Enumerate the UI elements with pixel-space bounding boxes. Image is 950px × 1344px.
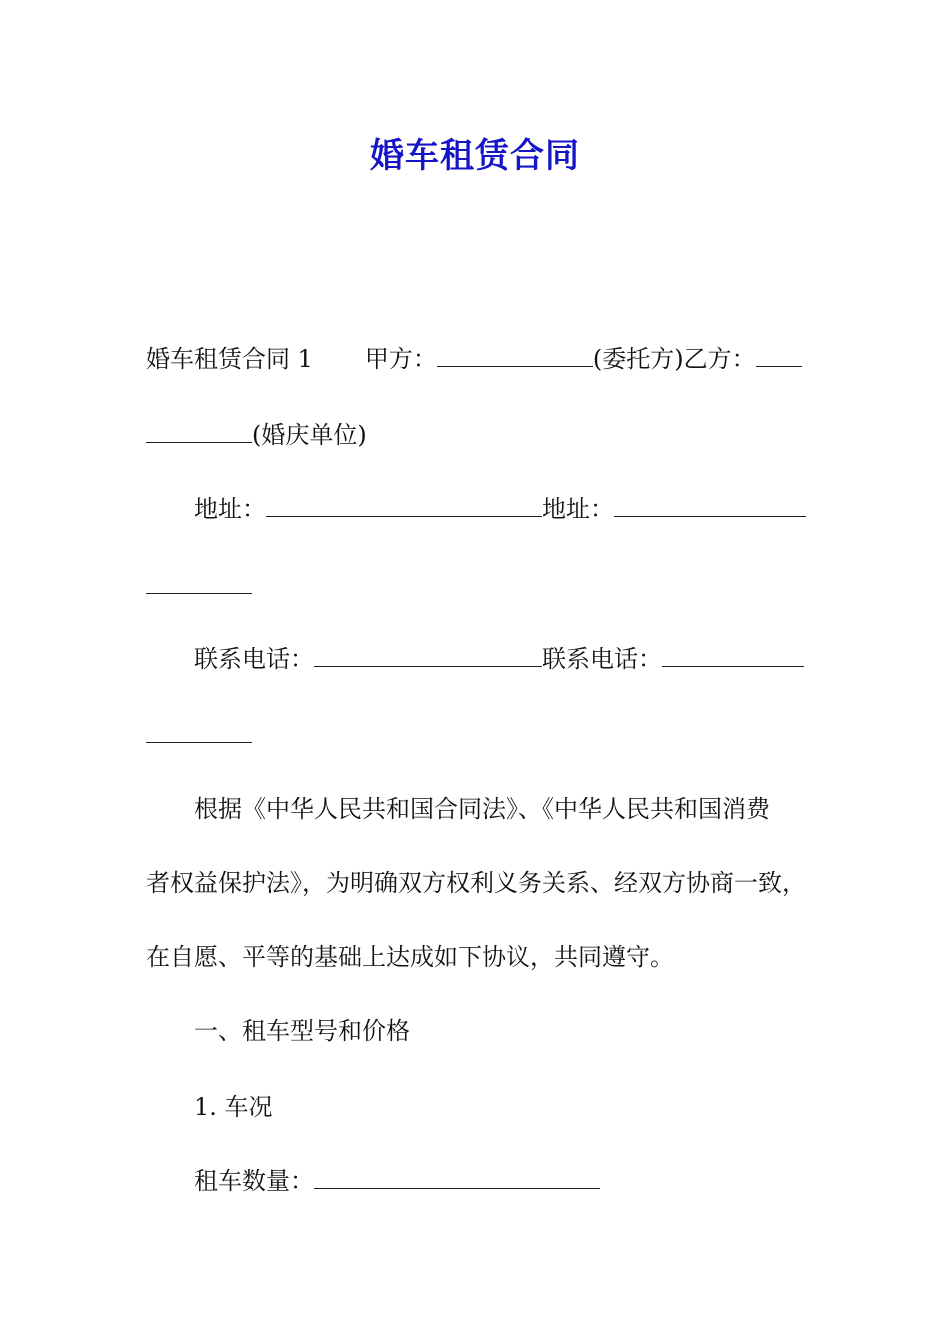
address-b-blank-cont[interactable] (146, 593, 252, 594)
contract-heading: 婚车租赁合同 1 (146, 345, 313, 373)
phone-a-label: 联系电话： (194, 645, 314, 673)
party-b-blank-cont[interactable] (146, 420, 252, 443)
address-a-label: 地址： (194, 495, 266, 523)
address-b-label: 地址： (542, 495, 614, 523)
party-b-label: 乙方： (683, 345, 756, 373)
parties-line (146, 344, 802, 374)
party-b-line (146, 420, 367, 450)
phone-b-blank-cont[interactable] (146, 742, 252, 743)
party-a-note: (委托方) (592, 345, 684, 373)
car-count-label: 租车数量： (194, 1167, 314, 1195)
address-a-blank[interactable] (266, 494, 542, 517)
phone-b-blank[interactable] (662, 644, 804, 667)
address-line (194, 494, 806, 524)
phone-line (194, 644, 804, 674)
item-heading: 1. 车况 (194, 1093, 273, 1121)
address-b-blank[interactable] (614, 494, 806, 517)
party-a-label: 甲方： (364, 345, 437, 373)
party-b-note: (婚庆单位) (252, 421, 367, 449)
phone-a-blank[interactable] (314, 644, 542, 667)
section-heading: 一、租车型号和价格 (194, 1017, 410, 1045)
intro-line-3: 在自愿、平等的基础上达成如下协议，共同遵守。 (146, 943, 674, 971)
car-count-blank[interactable] (314, 1166, 600, 1189)
car-count-line (194, 1166, 600, 1196)
document-title: 婚车租赁合同 (370, 136, 580, 176)
phone-b-label: 联系电话： (542, 645, 662, 673)
party-b-blank[interactable] (756, 344, 802, 367)
intro-line-1: 根据《中华人民共和国合同法》、《中华人民共和国消费 (194, 795, 770, 823)
party-a-blank[interactable] (437, 344, 593, 367)
intro-line-2: 者权益保护法》，为明确双方权利义务关系、经双方协商一致， (146, 869, 806, 897)
